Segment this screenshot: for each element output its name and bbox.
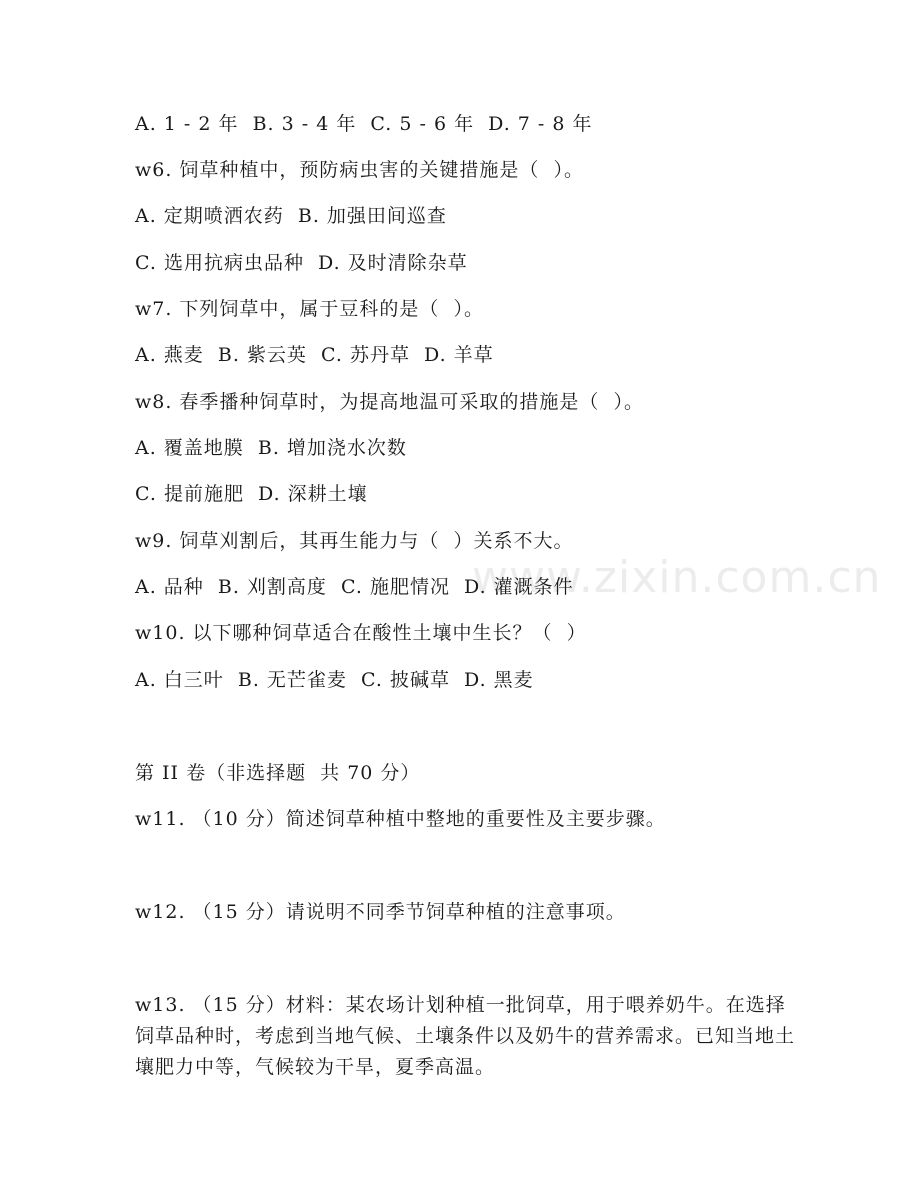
q9-stem: w9. 饲草刈割后，其再生能力与（ ）关系不大。 bbox=[135, 530, 574, 552]
q7-options: A. 燕麦 B. 紫云英 C. 苏丹草 D. 羊草 bbox=[135, 344, 494, 366]
q6-options-cd: C. 选用抗病虫品种 D. 及时清除杂草 bbox=[135, 252, 468, 274]
q10-options: A. 白三叶 B. 无芒雀麦 C. 披碱草 D. 黑麦 bbox=[135, 669, 534, 691]
section-title: 第 II 卷（非选择题 共 70 分） bbox=[135, 762, 421, 784]
q12-stem: w12. （15 分）请说明不同季节饲草种植的注意事项。 bbox=[135, 901, 626, 923]
q13-stem: w13. （15 分）材料：某农场计划种植一批饲草，用于喂养奶牛。在选择饲草品种时，考虑到当地气候、土壤条件以及奶牛的营养需求。已知当地土壤肥力中等，气候较为干旱，夏季高温。 bbox=[135, 994, 796, 1078]
q8-options-cd: C. 提前施肥 D. 深耕土壤 bbox=[135, 483, 368, 505]
q7-stem: w7. 下列饲草中，属于豆科的是（ ）。 bbox=[135, 298, 485, 320]
q6-stem: w6. 饲草种植中，预防病虫害的关键措施是（ ）。 bbox=[135, 159, 585, 181]
q11-stem: w11. （10 分）简述饲草种植中整地的重要性及主要步骤。 bbox=[135, 808, 666, 830]
q10-stem: w10. 以下哪种饲草适合在酸性土壤中生长？（ ） bbox=[135, 622, 587, 644]
watermark: www.zixin.com.cn bbox=[472, 552, 882, 603]
q6-options-ab: A. 定期喷洒农药 B. 加强田间巡查 bbox=[135, 205, 447, 227]
q5-options: A. 1 - 2 年 B. 3 - 4 年 C. 5 - 6 年 D. 7 - 8 年 bbox=[135, 113, 593, 135]
q9-options: A. 品种 B. 刈割高度 C. 施肥情况 D. 灌溉条件 bbox=[135, 576, 574, 598]
q8-options-ab: A. 覆盖地膜 B. 增加浇水次数 bbox=[135, 437, 407, 459]
q8-stem: w8. 春季播种饲草时，为提高地温可采取的措施是（ ）。 bbox=[135, 391, 645, 413]
